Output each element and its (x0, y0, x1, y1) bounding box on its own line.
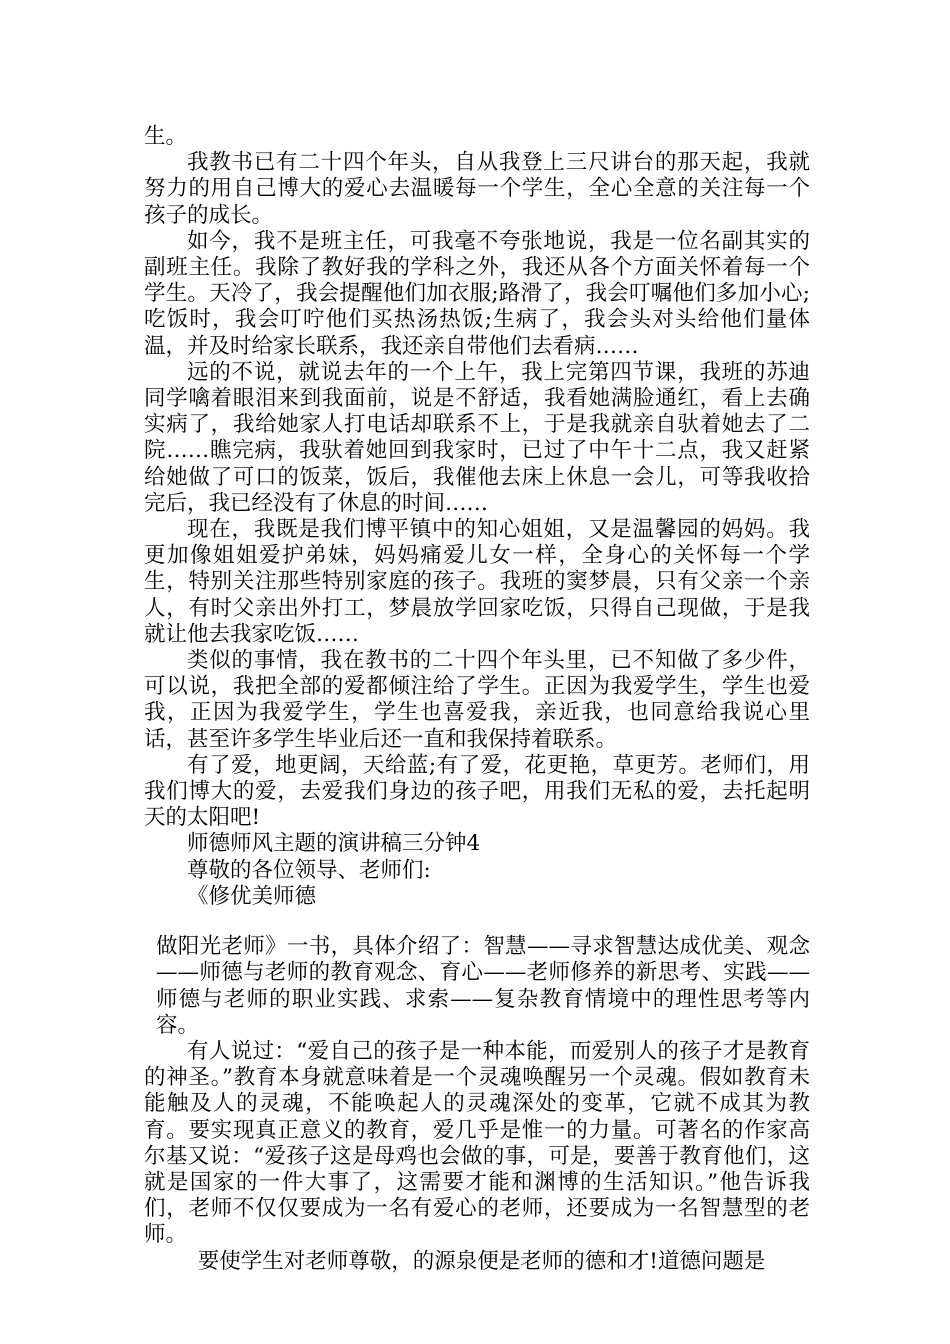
paragraph-teaching-years: 我教书已有二十四个年头，自从我登上三尺讲台的那天起，我就努力的用自己博大的爱心去温暖每一个学生，全心全意的关注每一个孩子的成长。 (144, 150, 810, 228)
paragraph-respect: 要使学生对老师尊敬，的源泉便是老师的德和才!道德问题是 (197, 1248, 766, 1274)
paragraph-book-summary: 做阳光老师》一书，具体介绍了：智慧——寻求智慧达成优美、观念——师德与老师的教育观念、育心——老师修养的新思考、实践——师德与老师的职业实践、求索——复杂教育情境中的理性思考等内容。 (156, 934, 810, 1038)
paragraph-deputy-head-teacher: 如今，我不是班主任，可我毫不夸张地说，我是一位名副其实的副班主任。我除了教好我的学科之外，我还从各个方面关怀着每一个学生。天冷了，我会提醒他们加衣服;路滑了，我会叮嘱他们多加小心;吃饭时，我会叮咛他们买热汤热饭;生病了，我会头对头给他们量体温，并及时给家长联系，我还亲自带他们去看病…… (144, 228, 810, 359)
paragraph-sudi-story: 远的不说，就说去年的一个上午，我上完第四节课，我班的苏迪同学噙着眼泪来到我面前，说是不舒适，我看她满脸通红，看上去确实病了，我给她家人打电话却联系不上，于是我就亲自驮着她去了二院……瞧完病，我驮着她回到我家时，已过了中午十二点，我又赶紧给她做了可口的饭菜，饭后，我催他去床上休息一会儿，可等我收拾完后，我已经没有了休息的时间…… (144, 359, 810, 516)
blank-line (144, 910, 810, 934)
speech-title: 师德师风主题的演讲稿三分钟4 (187, 831, 481, 857)
paragraph-similar-things: 类似的事情，我在教书的二十四个年头里，已不知做了多少件，可以说，我把全部的爱都倾注给了学生。正因为我爱学生，学生也爱我，正因为我爱学生，学生也喜爱我，亲近我，也同意给我说心里话，甚至许多学生毕业后还一直和我保持着联系。 (144, 648, 810, 752)
document-page (144, 124, 810, 1275)
paragraph-quotes: 有人说过：“爱自己的孩子是一种本能，而爱别人的孩子才是教育的神圣。”教育本身就意味着是一个灵魂唤醒另一个灵魂。假如教育未能触及人的灵魂，不能唤起人的灵魂深处的变革，它就不成其为教育。要实现真正意义的教育，爱几乎是惟一的力量。可著名的作家高尔基又说：“爱孩子这是母鸡也会做的事，可是，要善于教育他们，这就是国家的一件大事了，这需要才能和渊博的生活知识。”他告诉我们，老师不仅仅要成为一名有爱心的老师，还要成为一名智慧型的老师。 (144, 1038, 810, 1248)
book-title-start: 《修优美师德 (187, 883, 317, 909)
paragraph-with-love: 有了爱，地更阔，天给蓝;有了爱，花更艳，草更芳。老师们，用我们博大的爱，去爱我们身边的孩子吧，用我们无私的爱，去托起明天的太阳吧! (144, 752, 810, 831)
salutation: 尊敬的各位领导、老师们: (187, 857, 431, 883)
paragraph-caring-sister: 现在，我既是我们博平镇中的知心姐姐，又是温馨园的妈妈。我更加像姐姐爱护弟妹，妈妈痛爱儿女一样，全身心的关怀每一个学生，特别关注那些特别家庭的孩子。我班的窦梦晨，只有父亲一个亲人，有时父亲出外打工，梦晨放学回家吃饭，只得自己现做，于是我就让他去我家吃饭…… (144, 517, 810, 647)
paragraph-continuation: 生。 (144, 124, 188, 149)
